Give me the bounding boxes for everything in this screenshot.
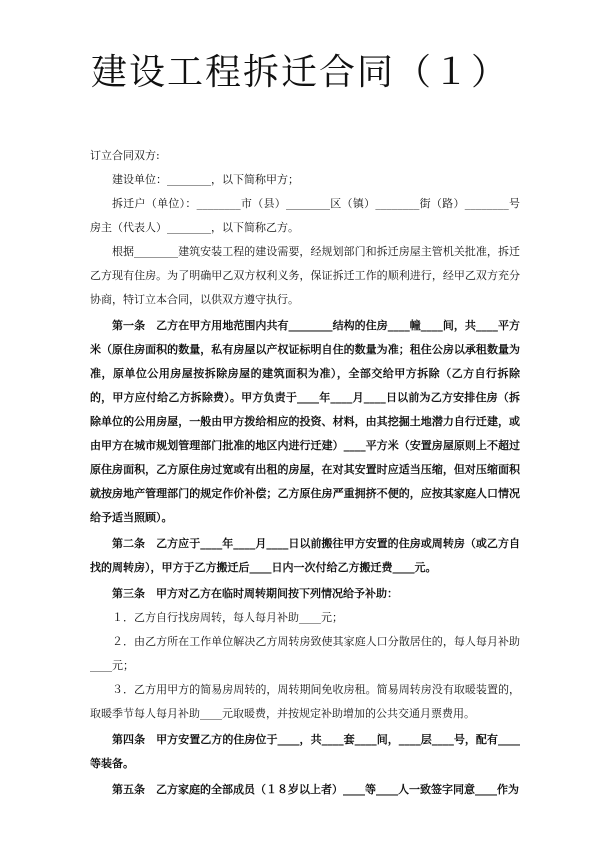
relocatee-line: 拆迁户（单位）：________市（县）________区（镇）________街（路）________号房主（代表人）________，以下简称乙方。 (90, 197, 520, 234)
article-3-item-3: ３．乙方用甲方的简易房周转的，周转期间免收房租。简易周转房没有取暖装置的，取暖季节每人每月补助____元取暖费，并按规定补助增加的公共交通月票费用。 (90, 683, 520, 720)
article-3-item-2: ２．由乙方所在工作单位解决乙方周转房致使其家庭人口分散居住的，每人每月补助____元； (90, 635, 520, 672)
article-3: 第三条 甲方对乙方在临时周转期间按下列情况给予补助： (112, 587, 398, 600)
document-title: 建设工程拆迁合同（１） (90, 52, 509, 93)
article-1: 第一条 乙方在甲方用地范围内共有________结构的住房____幢____间，共____平方米（原住房面积的数量，私有房屋以产权证标明自住的数量为准；租住公房以承租数量为准，原单位公用房屋按拆除房屋的建筑面积为准），全部交给甲方拆除（乙方自行拆除的，甲方应付给乙方拆除费）。甲方负责于____年____月____日以前为乙方安排住房（拆除单位的公用房屋，一般由甲方拨给相应的投资、材料，由其挖掘土地潜力自行迁建，或由甲方在城市规划管理部门批准的地区内进行迁建）____平方米（安置房屋原则上不超过原住房面积，乙方原住房过宽或有出租的房屋，在对其安置时应适当压缩，但对压缩面积就按房地产管理部门的规定作价补偿；乙方原住房严重拥挤不便的，应按其家庭人口情况给予适当照顾）。 (90, 319, 520, 524)
article-4: 第四条 甲方安置乙方的住房位于____，共____套____间，____层____号，配有____等装备。 (90, 733, 520, 770)
parties-heading: 订立合同双方: (90, 149, 160, 162)
builder-line: 建设单位：________，以下简称甲方； (112, 173, 299, 186)
article-3-item-1: １．乙方自行找房周转，每人每月补助____元； (112, 611, 343, 624)
basis-paragraph: 根据________建筑安装工程的建设需要，经规划部门和拆迁房屋主管机关批准，拆迁乙方现有住房。为了明确甲乙双方权利义务，保证拆迁工作的顺利进行，经甲乙双方充分协商，特订立本合同，以供双方遵守执行。 (90, 245, 520, 306)
document-body (90, 144, 520, 802)
article-5: 第五条 乙方家庭的全部成员（１８岁以上者）____等____人一致签字同意____作为 (112, 783, 519, 796)
article-2: 第二条 乙方应于____年____月____日以前搬往甲方安置的住房或周转房（或乙方自找的周转房），甲方于乙方搬迁后____日内一次付给乙方搬迁费____元。 (90, 537, 520, 574)
